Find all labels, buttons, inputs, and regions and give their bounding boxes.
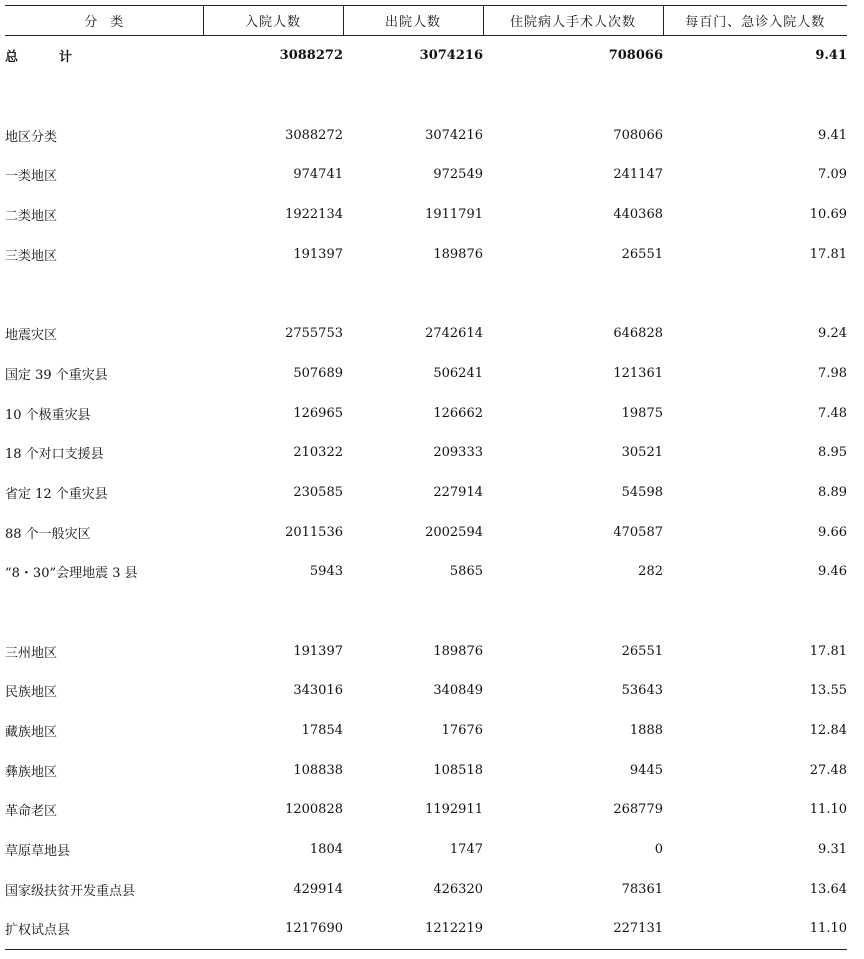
row-label: 彝族地区	[5, 764, 58, 780]
cell-admissions-per-hundred: 8.95	[818, 445, 847, 461]
row-label: 18 个对口支援县	[5, 447, 104, 463]
row-label: 总 计	[5, 50, 87, 66]
cell-surgeries: 54598	[621, 484, 663, 500]
table-row	[5, 234, 847, 274]
cell-discharges: 1911791	[425, 207, 483, 223]
cell-surgeries: 53643	[621, 683, 663, 699]
cell-surgeries: 9445	[629, 762, 663, 778]
cell-discharges: 426320	[433, 881, 483, 897]
table-row	[5, 711, 847, 751]
cell-discharges: 340849	[433, 683, 483, 699]
cell-admissions-per-hundred: 11.10	[663, 909, 847, 949]
cell-admissions-per-hundred: 9.41	[815, 48, 847, 64]
cell-discharges: 17676	[441, 723, 483, 739]
cell-admissions-per-hundred: 9.46	[818, 564, 847, 580]
cell-admissions-per-hundred: 10.69	[809, 207, 847, 223]
cell-admissions-per-hundred: 11.10	[809, 802, 847, 818]
cell-admissions-per-hundred: 12.84	[809, 723, 847, 739]
cell-admissions-per-hundred: 7.48	[818, 405, 847, 421]
spacer-row	[5, 592, 847, 632]
cell-admissions-per-hundred: 17.81	[809, 246, 847, 262]
row-label: “8・30”会理地震 3 县	[5, 566, 138, 582]
cell-admissions-per-hundred: 9.41	[818, 127, 847, 143]
cell-discharges: 189876	[433, 643, 483, 659]
cell-admissions: 191397	[293, 643, 343, 659]
cell-discharges: 1192911	[425, 802, 483, 818]
cell-discharges: 2002594	[425, 524, 483, 540]
cell-admissions-per-hundred: 9.31	[818, 842, 847, 858]
row-label: 88 个一般灾区	[5, 526, 91, 542]
cell-admissions: 5943	[309, 564, 343, 580]
table-row	[5, 830, 847, 870]
cell-discharges: 3074216	[419, 48, 483, 64]
cell-admissions: 1804	[309, 842, 343, 858]
table-row	[5, 195, 847, 235]
cell-surgeries: 26551	[621, 246, 663, 262]
cell-admissions-per-hundred: 9.66	[818, 524, 847, 540]
cell-surgeries: 440368	[613, 207, 663, 223]
cell-admissions: 17854	[301, 723, 343, 739]
cell-surgeries: 646828	[613, 326, 663, 342]
table-row	[5, 790, 847, 830]
cell-discharges: 108518	[433, 762, 483, 778]
cell-surgeries: 241147	[613, 167, 663, 183]
table-row	[5, 512, 847, 552]
cell-admissions-per-hundred: 17.81	[809, 643, 847, 659]
table-row-total	[5, 36, 847, 76]
row-label: 一类地区	[5, 169, 58, 185]
cell-discharges: 189876	[433, 246, 483, 262]
cell-surgeries: 1888	[629, 723, 663, 739]
table-row	[5, 115, 847, 155]
cell-discharges: 209333	[433, 445, 483, 461]
cell-surgeries: 121361	[613, 365, 663, 381]
cell-discharges: 227914	[433, 484, 483, 500]
row-label: 省定 12 个重灾县	[5, 486, 108, 502]
cell-discharges: 2742614	[425, 326, 483, 342]
row-label: 10 个极重灾县	[5, 407, 91, 423]
cell-surgeries: 282	[638, 564, 663, 580]
cell-discharges: 3074216	[425, 127, 483, 143]
cell-admissions: 507689	[293, 365, 343, 381]
table-row	[5, 552, 847, 592]
spacer-row	[5, 76, 847, 116]
header-surgeries: 住院病人手术人次数	[483, 6, 663, 36]
cell-admissions-per-hundred: 9.24	[818, 326, 847, 342]
cell-admissions-per-hundred: 13.64	[809, 881, 847, 897]
cell-admissions-per-hundred: 7.98	[818, 365, 847, 381]
statistics-table	[5, 5, 847, 950]
cell-admissions-per-hundred: 13.55	[809, 683, 847, 699]
row-label: 三类地区	[5, 248, 58, 264]
header-discharges: 出院人数	[343, 6, 483, 36]
cell-admissions: 126965	[293, 405, 343, 421]
cell-discharges: 1212219	[343, 909, 483, 949]
cell-discharges: 126662	[433, 405, 483, 421]
cell-discharges: 506241	[433, 365, 483, 381]
cell-admissions-per-hundred: 8.89	[818, 484, 847, 500]
row-label: 扩权试点县	[5, 909, 203, 949]
row-label: 藏族地区	[5, 725, 58, 741]
table-row	[5, 671, 847, 711]
table-header-row	[5, 6, 847, 36]
table-row	[5, 631, 847, 671]
table-row	[5, 473, 847, 513]
cell-admissions: 429914	[293, 881, 343, 897]
cell-admissions: 1217690	[203, 909, 343, 949]
cell-admissions: 3088272	[285, 127, 343, 143]
table-row	[5, 155, 847, 195]
table-row	[5, 433, 847, 473]
cell-surgeries: 227131	[483, 909, 663, 949]
cell-surgeries: 0	[654, 842, 663, 858]
row-label: 三州地区	[5, 645, 58, 661]
table-row	[5, 869, 847, 909]
cell-admissions: 230585	[293, 484, 343, 500]
cell-admissions-per-hundred: 7.09	[818, 167, 847, 183]
spacer-row	[5, 274, 847, 314]
row-label: 草原草地县	[5, 844, 71, 860]
cell-surgeries: 268779	[613, 802, 663, 818]
header-admissions-per-hundred: 每百门、急诊入院人数	[663, 6, 847, 36]
table-row	[5, 354, 847, 394]
table-row	[5, 314, 847, 354]
cell-admissions-per-hundred: 27.48	[809, 762, 847, 778]
cell-admissions: 974741	[293, 167, 343, 183]
row-label: 民族地区	[5, 685, 58, 701]
row-label: 国定 39 个重灾县	[5, 367, 108, 383]
cell-surgeries: 708066	[608, 48, 663, 64]
table-row	[5, 909, 847, 949]
cell-surgeries: 19875	[621, 405, 663, 421]
row-label: 国家级扶贫开发重点县	[5, 883, 136, 899]
row-label: 地区分类	[5, 129, 58, 145]
cell-admissions: 2011536	[285, 524, 343, 540]
cell-admissions: 1922134	[285, 207, 343, 223]
cell-surgeries: 708066	[613, 127, 663, 143]
table-row	[5, 750, 847, 790]
cell-surgeries: 26551	[621, 643, 663, 659]
table-row	[5, 393, 847, 433]
cell-surgeries: 470587	[613, 524, 663, 540]
cell-surgeries: 78361	[621, 881, 663, 897]
cell-discharges: 972549	[433, 167, 483, 183]
header-admissions: 入院人数	[203, 6, 343, 36]
cell-discharges: 5865	[449, 564, 483, 580]
cell-admissions: 191397	[293, 246, 343, 262]
cell-admissions: 1200828	[285, 802, 343, 818]
row-label: 革命老区	[5, 804, 58, 820]
header-category: 分 类	[5, 6, 203, 36]
cell-admissions: 343016	[293, 683, 343, 699]
cell-discharges: 1747	[449, 842, 483, 858]
cell-admissions: 210322	[293, 445, 343, 461]
cell-admissions: 3088272	[279, 48, 343, 64]
row-label: 地震灾区	[5, 328, 58, 344]
cell-surgeries: 30521	[621, 445, 663, 461]
row-label: 二类地区	[5, 209, 58, 225]
cell-admissions: 2755753	[285, 326, 343, 342]
cell-admissions: 108838	[293, 762, 343, 778]
